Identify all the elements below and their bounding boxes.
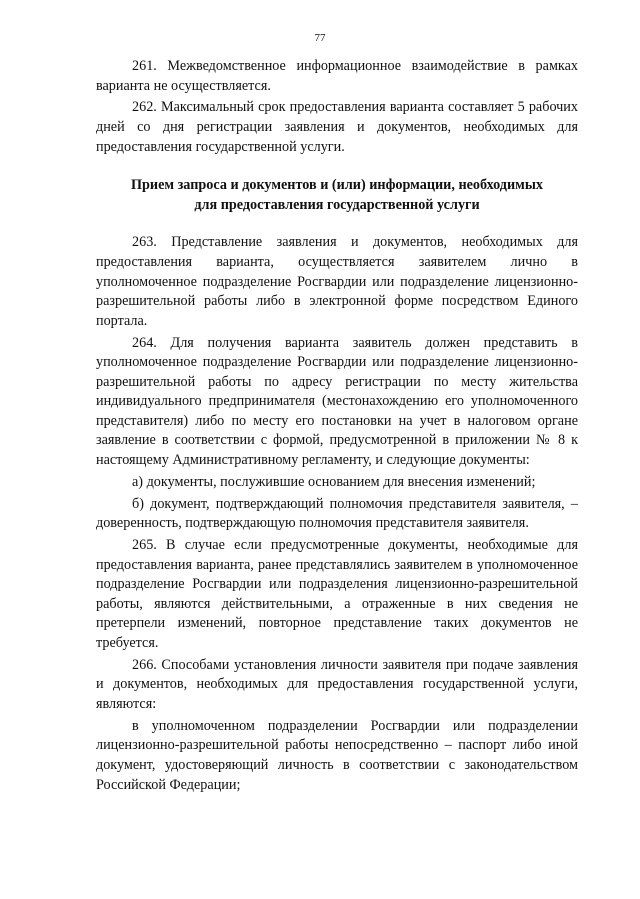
list-item-b: б) документ, подтверждающий полномочия представителя заявителя, – доверенность, подтверждающую полномочия представителя заявителя. [96, 495, 578, 532]
section-heading-line-2: для предоставления государственной услуги [194, 196, 480, 213]
paragraph-262: 262. Максимальный срок предоставления варианта составляет 5 рабочих дней со дня регистрации заявления и документов, необходимых для предоставления государственной услуги. [96, 99, 578, 155]
document-body [96, 57, 578, 795]
paragraph-263: 263. Представление заявления и документов, необходимых для предоставления варианта, осуществляется заявителем лично в уполномоченное подразделение Росгвардии или подразделение лицензионно-разрешительной работы либо в электронной форме посредством Единого портала. [96, 234, 578, 329]
paragraph-264: 264. Для получения варианта заявитель должен представить в уполномоченное подразделение Росгвардии или подразделение лицензионно-разрешительной работы по адресу регистрации по месту жительства индивидуального предпринимателя (местонахождению его уполномоченного представителя) либо по месту его постановки на учет в налоговом органе заявление в соответствии с формой, предусмотренной в приложении № 8 к настоящему Административному регламенту, и следующие документы: [96, 334, 578, 469]
list-item-a: а) документы, послужившие основанием для внесения изменений; [132, 473, 536, 490]
section-heading-line-1: Прием запроса и документов и (или) информации, необходимых [130, 177, 543, 194]
paragraph-266-item: в уполномоченном подразделении Росгвардии или подразделении лицензионно-разрешительной работы непосредственно – паспорт либо иной документ, удостоверяющий личность в соответствии с законодательством Российской Федерации; [96, 717, 578, 793]
paragraph-261: 261. Межведомственное информационное взаимодействие в рамках варианта не осуществляется. [96, 58, 578, 94]
paragraph-266: 266. Способами установления личности заявителя при подаче заявления и документов, необходимых для предоставления государственной услуги, являются: [96, 656, 578, 712]
section-heading [96, 176, 578, 215]
page-number: 77 [314, 32, 326, 44]
paragraph-265: 265. В случае если предусмотренные документы, необходимые для предоставления варианта, ранее представлялись заявителем в уполномоченное подразделение Росгвардии или подразделения лицензионно-разрешительной работы, являются действительными, а отраженные в них сведения не претерпели изменений, повторное представление таких документов не требуется. [96, 537, 578, 651]
